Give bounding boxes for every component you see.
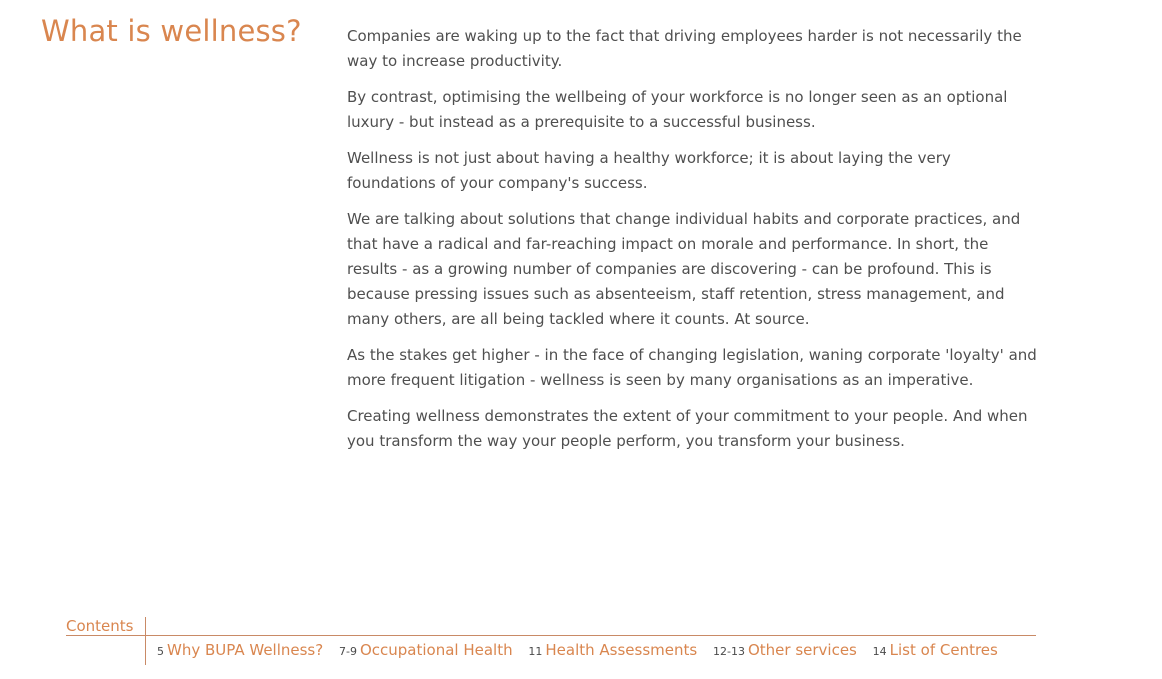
contents-label: Contents	[66, 617, 134, 635]
contents-item-label: Health Assessments	[545, 641, 698, 659]
contents-nav	[157, 641, 1009, 659]
paragraph-3: Wellness is not just about having a healthy workforce; it is about laying the very foundations of your company's success.	[347, 149, 951, 192]
page-title: What is wellness?	[41, 14, 302, 48]
contents-item-label: Other services	[747, 641, 857, 659]
contents-item-page: 5	[157, 645, 164, 658]
paragraph-6: Creating wellness demonstrates the extent of your commitment to your people. And when you transform the way your people perform, you transform your business.	[347, 407, 1028, 450]
contents-item-health-assessments[interactable]	[528, 641, 697, 659]
contents-item-occupational-health[interactable]	[339, 641, 513, 659]
contents-item-label: Occupational Health	[359, 641, 513, 659]
contents-item-page: 11	[528, 645, 543, 658]
contents-item-page: 7-9	[339, 645, 357, 658]
contents-item-other-services[interactable]	[713, 641, 857, 659]
paragraph-5: As the stakes get higher - in the face of changing legislation, waning corporate 'loyalty' and more frequent litigation - wellness is seen by many organisations as an imperative.	[347, 346, 1037, 389]
contents-item-label: Why BUPA Wellness?	[167, 641, 324, 659]
contents-item-list-of-centres[interactable]	[873, 641, 998, 659]
contents-item-why-bupa-wellness[interactable]	[157, 641, 323, 659]
contents-divider-vertical	[145, 617, 146, 665]
paragraph-2: By contrast, optimising the wellbeing of your workforce is no longer seen as an optional luxury - but instead as a prerequisite to a successful business.	[347, 88, 1008, 131]
contents-item-page: 12-13	[713, 645, 745, 658]
body-text	[347, 24, 1037, 465]
paragraph-4: We are talking about solutions that change individual habits and corporate practices, and that have a radical and far-reaching impact on morale and performance. In short, the results - as a growing number of companies are discovering - can be profound. This is because pressing issues such as absenteeism, staff retention, stress management, and many others, are all being tackled where it counts. At source.	[347, 210, 1021, 328]
paragraph-1: Companies are waking up to the fact that driving employees harder is not necessarily the way to increase productivity.	[347, 27, 1022, 70]
contents-item-label: List of Centres	[889, 641, 998, 659]
contents-item-page: 14	[872, 645, 887, 658]
contents-divider-horizontal	[66, 635, 1036, 636]
